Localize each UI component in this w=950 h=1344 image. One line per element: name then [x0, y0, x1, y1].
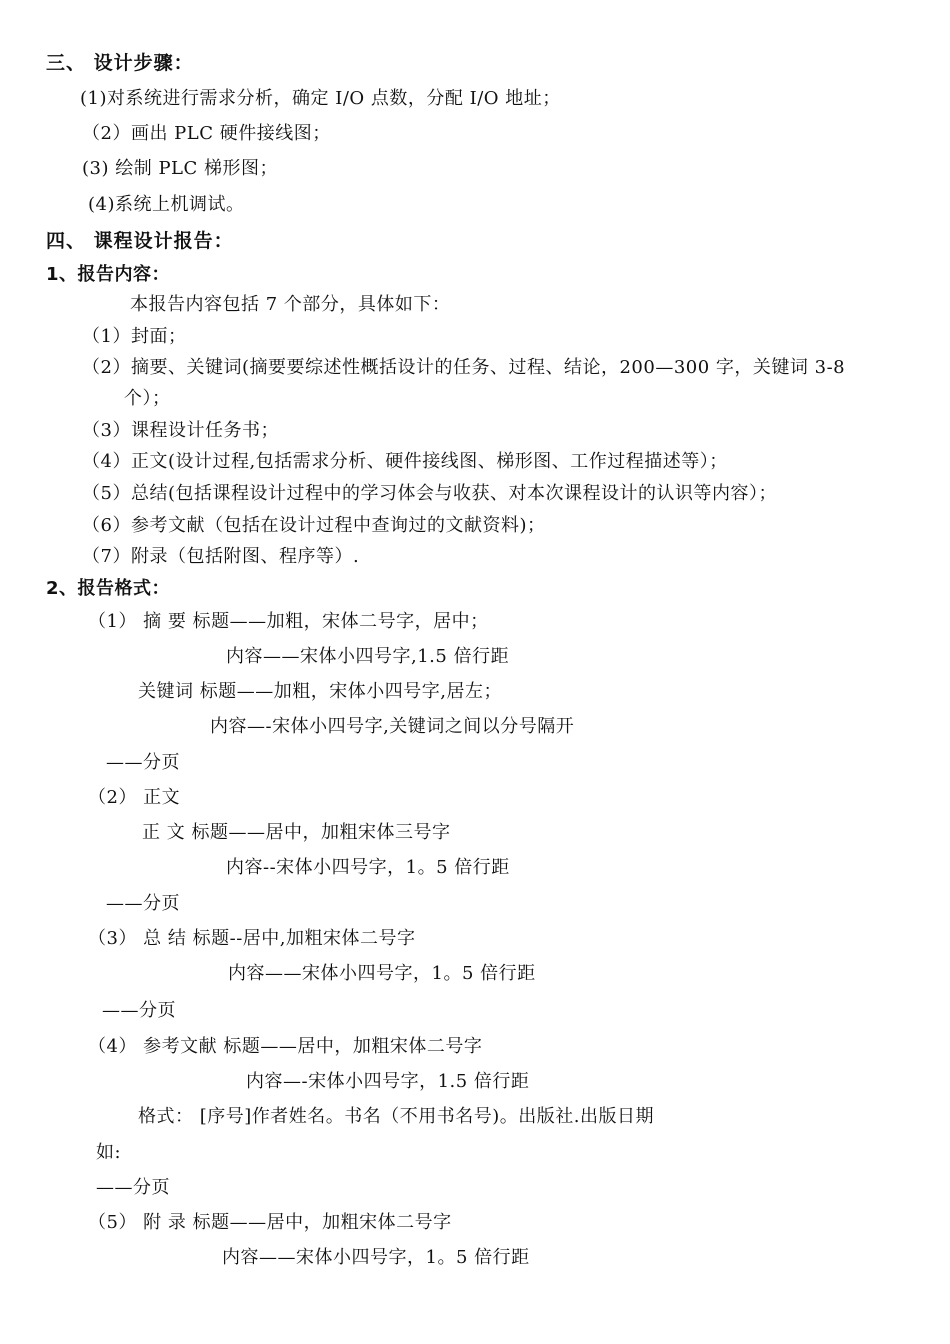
content-item: （1）封面；: [82, 326, 187, 347]
step-4: (4)系统上机调试。: [88, 194, 245, 215]
format-line: 内容—-宋体小四号字,关键词之间以分号隔开: [210, 716, 575, 737]
page-break-line: ——分页: [106, 752, 180, 773]
format-line: 关键词 标题——加粗，宋体小四号字,居左；: [138, 681, 502, 702]
format-line: 正 文 标题——居中，加粗宋体三号字: [142, 822, 451, 843]
format-line: 格式： [序号]作者姓名。书名（不用书名号)。出版社.出版日期: [138, 1106, 655, 1127]
format-line: （4） 参考文献 标题——居中，加粗宋体二号字: [88, 1036, 483, 1057]
content-item: （5）总结(包括课程设计过程中的学习体会与收获、对本次课程设计的认识等内容）；: [82, 483, 777, 504]
format-line: 内容——宋体小四号字，1。5 倍行距: [222, 1247, 530, 1268]
format-line: 如:: [96, 1142, 122, 1163]
format-line: 内容--宋体小四号字，1。5 倍行距: [226, 857, 510, 878]
format-line: （1） 摘 要 标题——加粗，宋体二号字，居中；: [88, 611, 489, 632]
report-content-intro: 本报告内容包括 7 个部分，具体如下：: [130, 294, 451, 315]
page-break-line: ——分页: [106, 893, 180, 914]
step-2: （2）画出 PLC 硬件接线图；: [82, 123, 331, 144]
page-break-line: ——分页: [102, 1000, 176, 1021]
format-line: （5） 附 录 标题——居中，加粗宋体二号字: [88, 1212, 452, 1233]
format-line: 内容——宋体小四号字,1.5 倍行距: [226, 646, 510, 667]
content-item-continuation: 个）；: [124, 388, 171, 409]
content-item: （2）摘要、关键词(摘要要综述性概括设计的任务、过程、结论，200—300 字，关键词 3-8: [82, 357, 846, 378]
content-item: （6）参考文献（包括在设计过程中查询过的文献资料)；: [82, 515, 546, 536]
section-3-title: 三、 设计步骤：: [46, 52, 194, 74]
section-4-title: 四、 课程设计报告：: [46, 230, 234, 252]
format-line: （3） 总 结 标题--居中,加粗宋体二号字: [88, 928, 416, 949]
content-item: （3）课程设计任务书；: [82, 420, 279, 441]
content-item: （7）附录（包括附图、程序等）.: [82, 546, 360, 567]
report-format-heading: 2、报告格式：: [46, 578, 171, 599]
content-item: （4）正文(设计过程,包括需求分析、硬件接线图、梯形图、工作过程描述等）；: [82, 451, 728, 472]
report-content-heading: 1、报告内容：: [46, 264, 171, 285]
format-line: 内容—-宋体小四号字，1.5 倍行距: [246, 1071, 530, 1092]
step-1: (1)对系统进行需求分析，确定 I/O 点数，分配 I/O 地址；: [80, 88, 561, 109]
format-line: （2） 正文: [88, 787, 181, 808]
format-line: 内容——宋体小四号字，1。5 倍行距: [228, 963, 536, 984]
page-break-line: ——分页: [96, 1177, 170, 1198]
step-3: (3) 绘制 PLC 梯形图；: [82, 158, 278, 179]
